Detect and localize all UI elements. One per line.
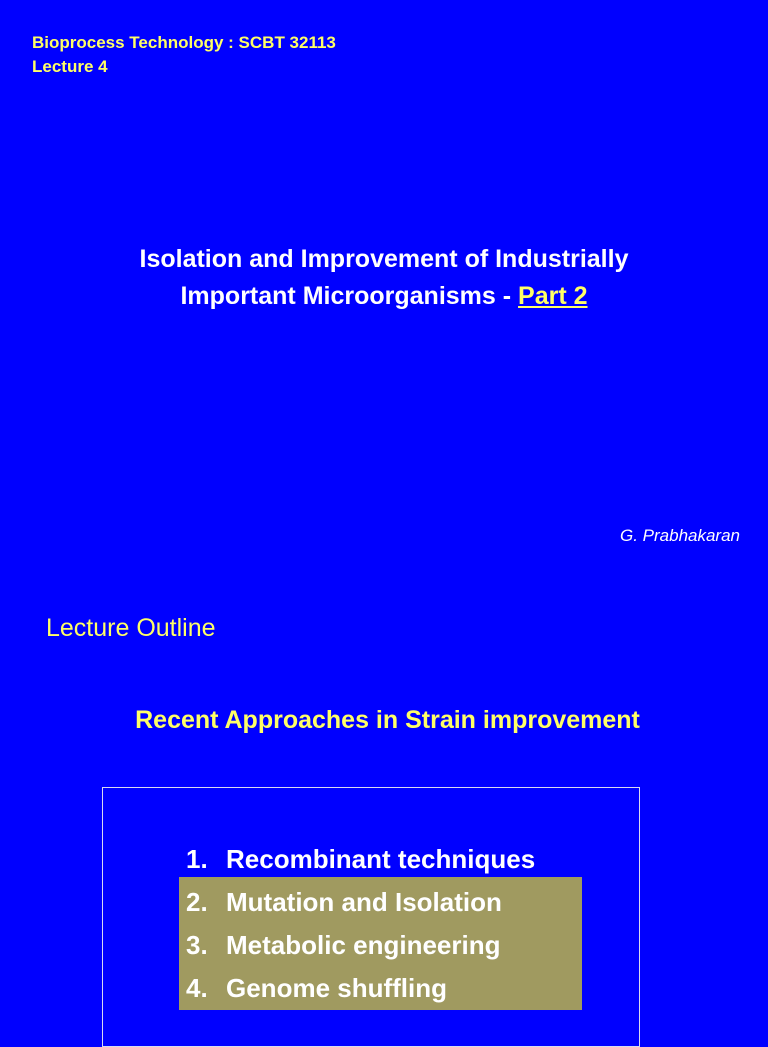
outline-heading: Lecture Outline — [46, 614, 216, 642]
course-title: Bioprocess Technology : SCBT 32113 — [32, 33, 336, 52]
lecture-number: Lecture 4 — [32, 57, 108, 76]
title-line-1: Isolation and Improvement of Industrially — [139, 245, 629, 273]
title-line-2-main: Important Microorganisms - — [180, 282, 519, 310]
outline-item-label: Recombinant techniques — [226, 844, 536, 874]
outline-item — [186, 886, 502, 918]
outline-item-label: Genome shuffling — [226, 973, 447, 1003]
outline-item-number: 1. — [186, 844, 208, 874]
outline-subheading: Recent Approaches in Strain improvement — [135, 706, 640, 734]
author-name: G. Prabhakaran — [619, 526, 740, 545]
outline-item-label: Mutation and Isolation — [226, 887, 502, 917]
outline-item — [186, 972, 447, 1004]
outline-item — [186, 843, 535, 875]
title-part-label: Part 2 — [518, 282, 588, 310]
course-header — [32, 31, 336, 79]
outline-item — [186, 929, 501, 961]
outline-item-label: Metabolic engineering — [226, 930, 501, 960]
outline-item-number: 2. — [186, 887, 208, 917]
outline-item-number: 4. — [186, 973, 208, 1003]
title-line-2 — [0, 278, 768, 315]
outline-item-number: 3. — [186, 930, 208, 960]
slide-title — [0, 241, 768, 315]
